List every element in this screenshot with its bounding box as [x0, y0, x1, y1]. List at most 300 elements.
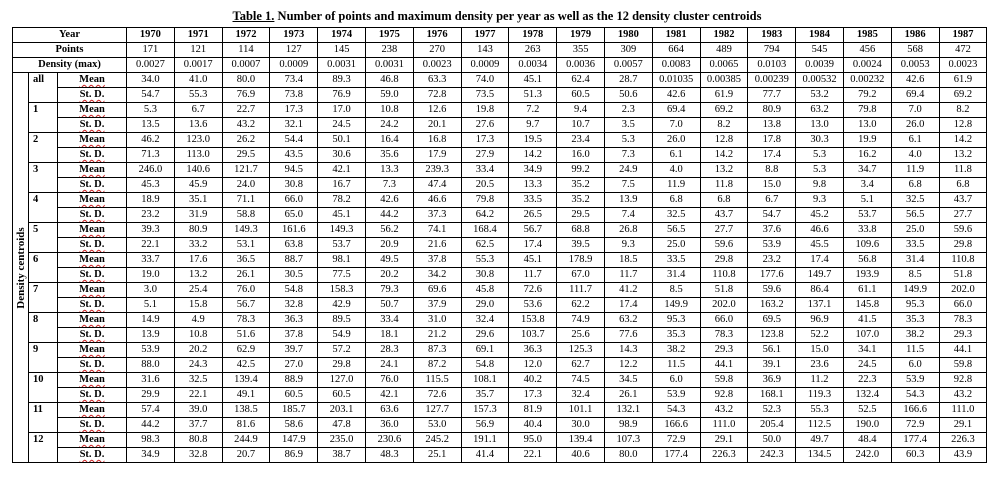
value-cell: 80.8: [174, 433, 222, 448]
value-cell: 46.8: [365, 73, 413, 88]
value-cell: 22.1: [509, 448, 557, 463]
value-cell: 52.3: [748, 403, 796, 418]
value-cell: 39.1: [748, 358, 796, 373]
value-cell: 5.1: [843, 193, 891, 208]
value-cell: 26.5: [509, 208, 557, 223]
mean-label: Mean: [58, 313, 127, 328]
points-cell: 145: [318, 43, 366, 58]
value-cell: 43.7: [939, 193, 987, 208]
value-cell: 40.2: [509, 373, 557, 388]
value-cell: 60.3: [891, 448, 939, 463]
mean-label: Mean: [58, 163, 127, 178]
cluster-label: 6: [29, 253, 58, 283]
value-cell: 9.8: [796, 178, 844, 193]
value-cell: 78.2: [318, 193, 366, 208]
value-cell: 72.6: [413, 388, 461, 403]
value-cell: 177.4: [891, 433, 939, 448]
value-cell: 12.8: [700, 133, 748, 148]
cluster-6-mean-row: [13, 253, 987, 268]
year-cell: 1970: [127, 28, 175, 43]
value-cell: 63.2: [604, 313, 652, 328]
value-cell: 73.8: [270, 88, 318, 103]
value-cell: 92.8: [700, 388, 748, 403]
value-cell: 38.2: [652, 343, 700, 358]
value-cell: 57.2: [318, 343, 366, 358]
value-cell: 20.9: [365, 238, 413, 253]
value-cell: 35.6: [365, 148, 413, 163]
cluster-2-sd-row: [13, 148, 987, 163]
value-cell: 29.1: [700, 433, 748, 448]
value-cell: 14.2: [509, 148, 557, 163]
value-cell: 25.0: [652, 238, 700, 253]
value-cell: 244.9: [222, 433, 270, 448]
value-cell: 37.6: [748, 223, 796, 238]
cluster-10-sd-row: [13, 388, 987, 403]
year-cell: 1978: [509, 28, 557, 43]
value-cell: 17.9: [413, 148, 461, 163]
value-cell: 149.3: [222, 223, 270, 238]
sd-label: St. D.: [58, 388, 127, 403]
value-cell: 6.7: [174, 103, 222, 118]
value-cell: 20.7: [222, 448, 270, 463]
value-cell: 11.9: [652, 178, 700, 193]
value-cell: 149.3: [318, 223, 366, 238]
sd-label: St. D.: [58, 448, 127, 463]
value-cell: 13.9: [604, 193, 652, 208]
cluster-label: 1: [29, 103, 58, 133]
value-cell: 112.5: [796, 418, 844, 433]
value-cell: 11.5: [891, 343, 939, 358]
value-cell: 35.7: [461, 388, 509, 403]
data-table: [12, 27, 987, 463]
value-cell: 51.8: [700, 283, 748, 298]
value-cell: 166.6: [891, 403, 939, 418]
year-cell: 1981: [652, 28, 700, 43]
value-cell: 56.1: [748, 343, 796, 358]
value-cell: 45.1: [509, 253, 557, 268]
value-cell: 36.0: [365, 418, 413, 433]
value-cell: 56.9: [461, 418, 509, 433]
value-cell: 51.8: [939, 268, 987, 283]
value-cell: 8.5: [652, 283, 700, 298]
cluster-12-sd-row: [13, 448, 987, 463]
value-cell: 36.5: [222, 253, 270, 268]
value-cell: 34.2: [413, 268, 461, 283]
density-max-cell: 0.0007: [222, 58, 270, 73]
points-cell: 263: [509, 43, 557, 58]
points-cell: 171: [127, 43, 175, 58]
value-cell: 53.9: [891, 373, 939, 388]
value-cell: 30.3: [796, 133, 844, 148]
value-cell: 39.0: [174, 403, 222, 418]
value-cell: 62.7: [557, 358, 605, 373]
value-cell: 49.1: [222, 388, 270, 403]
value-cell: 11.8: [700, 178, 748, 193]
value-cell: 19.8: [461, 103, 509, 118]
value-cell: 14.3: [604, 343, 652, 358]
value-cell: 81.6: [222, 418, 270, 433]
value-cell: 50.1: [318, 133, 366, 148]
value-cell: 139.4: [222, 373, 270, 388]
year-cell: 1973: [270, 28, 318, 43]
points-cell: 309: [604, 43, 652, 58]
density-max-cell: 0.0036: [557, 58, 605, 73]
value-cell: 36.9: [748, 373, 796, 388]
sd-label: St. D.: [58, 208, 127, 223]
value-cell: 46.6: [796, 223, 844, 238]
value-cell: 53.0: [413, 418, 461, 433]
sd-label: St. D.: [58, 298, 127, 313]
points-cell: 456: [843, 43, 891, 58]
points-cell: 270: [413, 43, 461, 58]
value-cell: 23.4: [557, 133, 605, 148]
value-cell: 6.0: [652, 373, 700, 388]
value-cell: 53.7: [843, 208, 891, 223]
points-cell: 472: [939, 43, 987, 58]
cluster-3-sd-row: [13, 178, 987, 193]
value-cell: 53.9: [652, 388, 700, 403]
value-cell: 41.2: [604, 283, 652, 298]
value-cell: 13.5: [127, 118, 175, 133]
value-cell: 69.4: [652, 103, 700, 118]
value-cell: 28.3: [365, 343, 413, 358]
cluster-7-sd-row: [13, 298, 987, 313]
value-cell: 54.3: [652, 403, 700, 418]
value-cell: 29.1: [939, 418, 987, 433]
value-cell: 110.8: [939, 253, 987, 268]
value-cell: 3.4: [843, 178, 891, 193]
value-cell: 6.8: [652, 193, 700, 208]
value-cell: 22.7: [222, 103, 270, 118]
value-cell: 7.4: [604, 208, 652, 223]
value-cell: 12.8: [939, 118, 987, 133]
value-cell: 17.8: [748, 133, 796, 148]
value-cell: 13.8: [748, 118, 796, 133]
value-cell: 54.7: [748, 208, 796, 223]
cluster-12-mean-row: [13, 433, 987, 448]
sd-label: St. D.: [58, 178, 127, 193]
value-cell: 53.1: [222, 238, 270, 253]
density-max-cell: 0.0024: [843, 58, 891, 73]
points-cell: 127: [270, 43, 318, 58]
value-cell: 205.4: [748, 418, 796, 433]
value-cell: 53.9: [748, 238, 796, 253]
value-cell: 20.2: [365, 268, 413, 283]
value-cell: 30.0: [557, 418, 605, 433]
sd-label: St. D.: [58, 328, 127, 343]
cluster-label: 5: [29, 223, 58, 253]
value-cell: 74.9: [557, 313, 605, 328]
value-cell: 17.6: [174, 253, 222, 268]
value-cell: 45.9: [174, 178, 222, 193]
value-cell: 29.8: [318, 358, 366, 373]
value-cell: 68.8: [557, 223, 605, 238]
value-cell: 246.0: [127, 163, 175, 178]
value-cell: 72.9: [652, 433, 700, 448]
value-cell: 4.0: [652, 163, 700, 178]
value-cell: 45.8: [461, 283, 509, 298]
value-cell: 33.5: [891, 238, 939, 253]
value-cell: 32.4: [461, 313, 509, 328]
value-cell: 31.6: [127, 373, 175, 388]
value-cell: 64.2: [461, 208, 509, 223]
value-cell: 140.6: [174, 163, 222, 178]
value-cell: 34.0: [127, 73, 175, 88]
year-cell: 1975: [365, 28, 413, 43]
value-cell: 79.8: [843, 103, 891, 118]
value-cell: 17.4: [748, 148, 796, 163]
value-cell: 177.6: [748, 268, 796, 283]
value-cell: 81.9: [509, 403, 557, 418]
value-cell: 59.6: [748, 283, 796, 298]
value-cell: 24.0: [222, 178, 270, 193]
value-cell: 9.3: [604, 238, 652, 253]
value-cell: 12.6: [413, 103, 461, 118]
value-cell: 34.7: [843, 163, 891, 178]
value-cell: 127.7: [413, 403, 461, 418]
cluster-1-sd-row: [13, 118, 987, 133]
points-row: [13, 43, 987, 58]
value-cell: 41.4: [461, 448, 509, 463]
value-cell: 27.7: [939, 208, 987, 223]
cluster-1-mean-row: [13, 103, 987, 118]
value-cell: 19.5: [509, 133, 557, 148]
value-cell: 78.3: [700, 328, 748, 343]
value-cell: 3.0: [127, 283, 175, 298]
mean-label: Mean: [58, 253, 127, 268]
value-cell: 69.6: [413, 283, 461, 298]
value-cell: 43.5: [270, 148, 318, 163]
value-cell: 19.0: [127, 268, 175, 283]
sd-label: St. D.: [58, 88, 127, 103]
value-cell: 42.9: [318, 298, 366, 313]
value-cell: 69.1: [461, 343, 509, 358]
value-cell: 121.7: [222, 163, 270, 178]
value-cell: 20.1: [413, 118, 461, 133]
value-cell: 42.6: [652, 88, 700, 103]
value-cell: 158.3: [318, 283, 366, 298]
density-max-cell: 0.0023: [413, 58, 461, 73]
value-cell: 50.0: [748, 433, 796, 448]
value-cell: 56.7: [509, 223, 557, 238]
density-max-cell: 0.0083: [652, 58, 700, 73]
value-cell: 17.3: [270, 103, 318, 118]
density-max-cell: 0.0034: [509, 58, 557, 73]
value-cell: 39.5: [557, 238, 605, 253]
value-cell: 8.8: [748, 163, 796, 178]
value-cell: 16.8: [413, 133, 461, 148]
value-cell: 7.2: [509, 103, 557, 118]
value-cell: 13.2: [939, 148, 987, 163]
value-cell: 45.1: [318, 208, 366, 223]
density-max-cell: 0.0065: [700, 58, 748, 73]
value-cell: 29.6: [461, 328, 509, 343]
value-cell: 72.6: [509, 283, 557, 298]
value-cell: 7.3: [604, 148, 652, 163]
value-cell: 33.5: [509, 193, 557, 208]
value-cell: 168.4: [461, 223, 509, 238]
value-cell: 27.0: [270, 358, 318, 373]
value-cell: 43.2: [222, 118, 270, 133]
value-cell: 13.6: [174, 118, 222, 133]
year-cell: 1982: [700, 28, 748, 43]
value-cell: 98.1: [318, 253, 366, 268]
value-cell: 54.3: [891, 388, 939, 403]
value-cell: 41.0: [174, 73, 222, 88]
mean-label: Mean: [58, 73, 127, 88]
value-cell: 55.3: [796, 403, 844, 418]
value-cell: 62.4: [557, 73, 605, 88]
cluster-3-mean-row: [13, 163, 987, 178]
value-cell: 30.8: [270, 178, 318, 193]
value-cell: 18.9: [127, 193, 175, 208]
cluster-label: 3: [29, 163, 58, 193]
value-cell: 17.3: [509, 388, 557, 403]
value-cell: 107.0: [843, 328, 891, 343]
value-cell: 29.5: [557, 208, 605, 223]
value-cell: 74.5: [557, 373, 605, 388]
value-cell: 107.3: [604, 433, 652, 448]
value-cell: 7.0: [891, 103, 939, 118]
value-cell: 53.6: [509, 298, 557, 313]
value-cell: 53.9: [127, 343, 175, 358]
value-cell: 62.2: [557, 298, 605, 313]
value-cell: 77.7: [748, 88, 796, 103]
value-cell: 37.7: [174, 418, 222, 433]
value-cell: 59.6: [939, 223, 987, 238]
value-cell: 80.9: [174, 223, 222, 238]
value-cell: 5.3: [796, 163, 844, 178]
value-cell: 43.2: [939, 388, 987, 403]
value-cell: 13.0: [843, 118, 891, 133]
value-cell: 149.7: [796, 268, 844, 283]
value-cell: 23.2: [748, 253, 796, 268]
density-max-cell: 0.0009: [270, 58, 318, 73]
points-cell: 121: [174, 43, 222, 58]
value-cell: 3.5: [604, 118, 652, 133]
value-cell: 8.2: [939, 103, 987, 118]
value-cell: 110.8: [700, 268, 748, 283]
value-cell: 17.4: [509, 238, 557, 253]
caption-text: Number of points and maximum density per year as well as the 12 density cluster centroids: [274, 9, 762, 23]
cluster-label: all: [29, 73, 58, 103]
value-cell: 185.7: [270, 403, 318, 418]
value-cell: 7.0: [652, 118, 700, 133]
sd-label: St. D.: [58, 148, 127, 163]
value-cell: 33.7: [127, 253, 175, 268]
value-cell: 80.0: [604, 448, 652, 463]
value-cell: 56.7: [222, 298, 270, 313]
value-cell: 5.3: [796, 148, 844, 163]
value-cell: 111.7: [557, 283, 605, 298]
value-cell: 67.0: [557, 268, 605, 283]
value-cell: 51.6: [222, 328, 270, 343]
value-cell: 29.5: [222, 148, 270, 163]
value-cell: 31.4: [891, 253, 939, 268]
cluster-9-mean-row: [13, 343, 987, 358]
cluster-5-sd-row: [13, 238, 987, 253]
value-cell: 62.5: [461, 238, 509, 253]
points-cell: 143: [461, 43, 509, 58]
year-cell: 1977: [461, 28, 509, 43]
value-cell: 0.00239: [748, 73, 796, 88]
density-max-cell: 0.0031: [365, 58, 413, 73]
value-cell: 16.7: [318, 178, 366, 193]
value-cell: 31.0: [413, 313, 461, 328]
value-cell: 17.3: [461, 133, 509, 148]
value-cell: 65.0: [270, 208, 318, 223]
value-cell: 10.8: [174, 328, 222, 343]
value-cell: 24.3: [174, 358, 222, 373]
value-cell: 61.9: [939, 73, 987, 88]
value-cell: 27.9: [461, 148, 509, 163]
value-cell: 60.5: [270, 388, 318, 403]
value-cell: 72.8: [413, 88, 461, 103]
points-cell: 238: [365, 43, 413, 58]
value-cell: 6.8: [939, 178, 987, 193]
value-cell: 26.8: [604, 223, 652, 238]
value-cell: 36.3: [270, 313, 318, 328]
value-cell: 76.9: [222, 88, 270, 103]
value-cell: 78.3: [222, 313, 270, 328]
value-cell: 54.8: [270, 283, 318, 298]
value-cell: 11.5: [652, 358, 700, 373]
value-cell: 15.0: [796, 343, 844, 358]
value-cell: 25.0: [891, 223, 939, 238]
value-cell: 163.2: [748, 298, 796, 313]
value-cell: 57.4: [127, 403, 175, 418]
value-cell: 29.8: [700, 253, 748, 268]
value-cell: 45.3: [127, 178, 175, 193]
points-cell: 545: [796, 43, 844, 58]
value-cell: 123.8: [748, 328, 796, 343]
value-cell: 33.8: [843, 223, 891, 238]
value-cell: 18.5: [604, 253, 652, 268]
sd-label: St. D.: [58, 238, 127, 253]
value-cell: 16.4: [365, 133, 413, 148]
value-cell: 60.5: [318, 388, 366, 403]
value-cell: 48.4: [843, 433, 891, 448]
cluster-all-mean-row: [13, 73, 987, 88]
value-cell: 22.1: [127, 238, 175, 253]
value-cell: 92.8: [939, 373, 987, 388]
value-cell: 38.2: [891, 328, 939, 343]
value-cell: 43.7: [700, 208, 748, 223]
mean-label: Mean: [58, 343, 127, 358]
value-cell: 202.0: [939, 283, 987, 298]
value-cell: 43.2: [700, 403, 748, 418]
value-cell: 42.1: [318, 163, 366, 178]
value-cell: 46.6: [413, 193, 461, 208]
value-cell: 235.0: [318, 433, 366, 448]
value-cell: 44.2: [127, 418, 175, 433]
value-cell: 87.2: [413, 358, 461, 373]
value-cell: 73.5: [461, 88, 509, 103]
value-cell: 34.1: [843, 343, 891, 358]
value-cell: 53.7: [318, 238, 366, 253]
sd-label: St. D.: [58, 268, 127, 283]
cluster-8-sd-row: [13, 328, 987, 343]
cluster-11-mean-row: [13, 403, 987, 418]
value-cell: 94.5: [270, 163, 318, 178]
value-cell: 8.5: [891, 268, 939, 283]
cluster-4-mean-row: [13, 193, 987, 208]
mean-label: Mean: [58, 403, 127, 418]
points-cell: 114: [222, 43, 270, 58]
value-cell: 78.3: [939, 313, 987, 328]
year-cell: 1974: [318, 28, 366, 43]
value-cell: 34.9: [127, 448, 175, 463]
